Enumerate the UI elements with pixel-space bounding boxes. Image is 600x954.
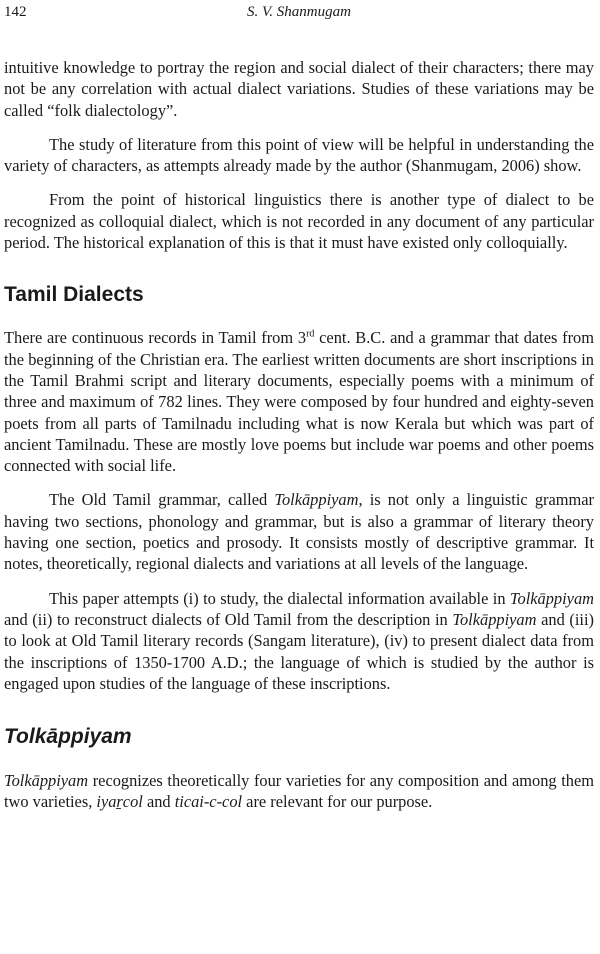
page-number: 142 <box>4 4 27 20</box>
text-run: and <box>142 792 175 812</box>
paragraph-old-tamil-grammar <box>4 489 594 574</box>
section-heading-tamil-dialects: Tamil Dialects <box>4 283 144 307</box>
italic-term: ticai-c-col <box>174 792 243 812</box>
text-run: There are continuous records in Tamil from 3 <box>4 328 307 348</box>
italic-title: Tolkāppiyam <box>4 771 89 791</box>
running-head: S. V. Shanmugam <box>247 4 351 20</box>
text-run: and (iii) to look at Old Tamil literary records (Sangam literature), (iv) to present dialect data from the inscriptions of 1350-1700 A.D.; the language of which is studied by the author is engaged upon studies of the language of these inscriptions. <box>4 609 594 693</box>
superscript-ordinal: rd <box>306 328 315 340</box>
paragraph-tamil-records <box>4 327 594 476</box>
book-page <box>0 2 600 954</box>
paragraph-colloquial-dialect: From the point of historical linguistics there is another type of dialect to be recognized as colloquial dialect, which is not recorded in any document of any particular period. The historical explanation of this is that it must have existed only colloquially. <box>4 190 594 253</box>
paragraph-literature-study: The study of literature from this point of view will be helpful in understanding the variety of characters, as attempts already made by the author (Shanmugam, 2006) show. <box>4 134 594 176</box>
text-run: are relevant for our purpose. <box>242 792 433 812</box>
text-run: The Old Tamil grammar, called <box>49 490 275 510</box>
text-run: cent. B.C. and a grammar that dates from the beginning of the Christian era. The earliest written documents are short inscriptions in the Tamil Brahmi script and literary documents, especially poems with a minimum of three and maximum of 782 lines. They were composed by four hundred and eighty-seven poets from all parts of Tamilnadu including what is now Kerala but which was part of ancient Tamilnadu. These are mostly love poems but include war poems and other poems connected with social life. <box>4 328 594 476</box>
page-body <box>4 26 594 813</box>
italic-title: Tolkāppiyam <box>509 588 594 608</box>
italic-term: iyaṟcol <box>96 792 143 812</box>
italic-title: Tolkāppiyam <box>452 609 537 629</box>
italic-title: Tolkāppiyam <box>274 490 359 510</box>
paragraph-tolkappiyam-varieties <box>4 770 594 813</box>
paragraph-paper-aims <box>4 588 594 694</box>
section-heading-tolkappiyam: Tolkāppiyam <box>4 725 132 749</box>
paragraph-folk-dialectology: intuitive knowledge to portray the region and social dialect of their characters; there may not be any correlation with actual dialect variations. Studies of these variations may be called “folk dialectology”. <box>4 58 594 120</box>
text-run: This paper attempts (i) to study, the dialectal information available in <box>49 588 510 608</box>
page-header <box>4 2 594 26</box>
text-run: , is not only a linguistic grammar having two sections, phonology and grammar, but is also a grammar of literary theory having one section, poetics and prosody. It consists mostly of descriptive grammar. It notes, theoretically, regional dialects and variations at all levels of the language. <box>4 490 594 574</box>
text-run: recognizes theoretically four varieties for any composition and among them two varieties, <box>4 771 594 812</box>
text-run: and (ii) to reconstruct dialects of Old Tamil from the description in <box>4 609 453 629</box>
